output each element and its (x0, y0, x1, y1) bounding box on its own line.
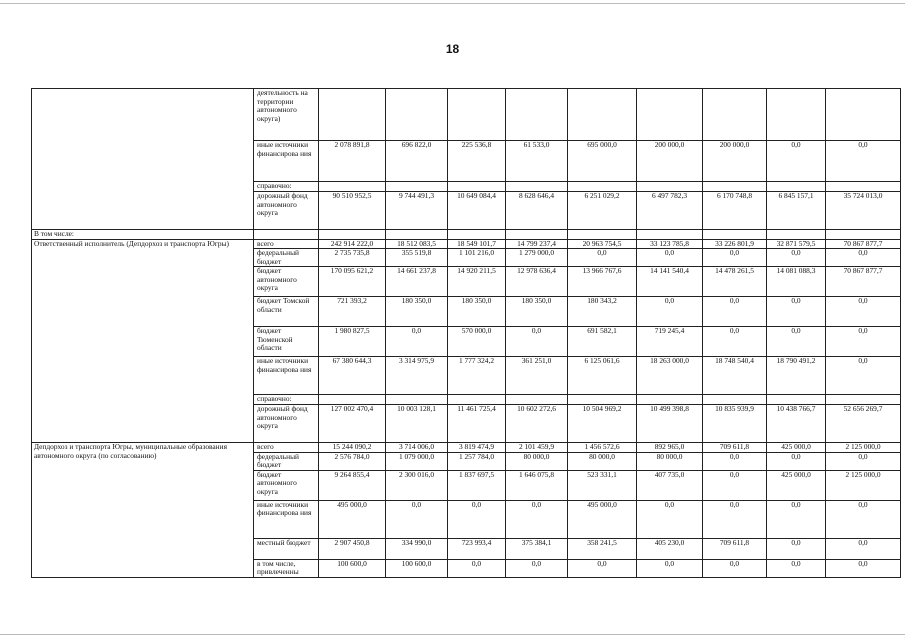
table-row (32, 230, 901, 240)
amount-cell: 709 611,8 (703, 538, 767, 559)
amount-cell (386, 182, 448, 192)
amount-cell (386, 230, 448, 240)
section-cell: В том числе: (32, 230, 254, 240)
section-cell: Депдорхоз и транспорта Югры, муниципальные образования автономного округа (по согласованию) (32, 443, 254, 578)
amount-cell: 2 125 000,0 (826, 470, 901, 500)
amount-cell (826, 395, 901, 405)
amount-cell: 495 000,0 (568, 500, 637, 538)
amount-cell: 405 230,0 (637, 538, 703, 559)
amount-cell: 6 170 748,8 (703, 192, 767, 230)
amount-cell: 1 837 697,5 (448, 470, 506, 500)
amount-cell (826, 182, 901, 192)
amount-cell: 80 000,0 (568, 452, 637, 470)
amount-cell: 33 226 801,9 (703, 239, 767, 249)
amount-cell: 18 512 083,5 (386, 239, 448, 249)
amount-cell: 0,0 (826, 538, 901, 559)
funding-source-cell: бюджет Томской области (254, 297, 319, 327)
amount-cell: 67 380 644,3 (319, 357, 386, 395)
amount-cell: 0,0 (568, 249, 637, 267)
amount-cell (637, 395, 703, 405)
amount-cell: 9 264 855,4 (319, 470, 386, 500)
amount-cell: 14 661 237,8 (386, 267, 448, 297)
amount-cell: 6 125 061,6 (568, 357, 637, 395)
amount-cell: 32 871 579,5 (767, 239, 826, 249)
amount-cell: 0,0 (826, 500, 901, 538)
amount-cell (319, 395, 386, 405)
amount-cell: 1 101 216,0 (448, 249, 506, 267)
amount-cell: 2 735 735,8 (319, 249, 386, 267)
amount-cell (319, 182, 386, 192)
scan-edge-top (0, 3, 905, 4)
amount-cell (703, 89, 767, 141)
amount-cell: 10 499 398,8 (637, 405, 703, 443)
amount-cell (448, 89, 506, 141)
amount-cell: 358 241,5 (568, 538, 637, 559)
amount-cell: 170 095 621,2 (319, 267, 386, 297)
amount-cell (506, 89, 568, 141)
amount-cell: 242 914 222,0 (319, 239, 386, 249)
amount-cell: 10 504 969,2 (568, 405, 637, 443)
amount-cell: 90 510 952,5 (319, 192, 386, 230)
amount-cell (448, 230, 506, 240)
amount-cell (319, 230, 386, 240)
amount-cell: 0,0 (703, 559, 767, 577)
amount-cell: 1 257 784,0 (448, 452, 506, 470)
amount-cell: 225 536,8 (448, 141, 506, 182)
funding-source-cell: бюджет автономного округа (254, 267, 319, 297)
amount-cell: 0,0 (767, 141, 826, 182)
amount-cell: 3 314 975,9 (386, 357, 448, 395)
amount-cell: 0,0 (386, 500, 448, 538)
amount-cell: 12 978 636,4 (506, 267, 568, 297)
funding-source-cell: бюджет автономного округа (254, 470, 319, 500)
amount-cell: 18 263 000,0 (637, 357, 703, 395)
amount-cell: 33 123 785,8 (637, 239, 703, 249)
amount-cell: 18 790 491,2 (767, 357, 826, 395)
amount-cell: 80 000,0 (506, 452, 568, 470)
amount-cell: 2 125 000,0 (826, 443, 901, 453)
amount-cell: 425 000,0 (767, 443, 826, 453)
amount-cell: 0,0 (826, 357, 901, 395)
amount-cell: 0,0 (568, 559, 637, 577)
amount-cell: 375 384,1 (506, 538, 568, 559)
amount-cell: 721 393,2 (319, 297, 386, 327)
amount-cell: 0,0 (448, 559, 506, 577)
amount-cell: 709 611,8 (703, 443, 767, 453)
amount-cell: 334 990,0 (386, 538, 448, 559)
amount-cell: 10 003 128,1 (386, 405, 448, 443)
amount-cell: 35 724 013,0 (826, 192, 901, 230)
amount-cell: 10 438 766,7 (767, 405, 826, 443)
amount-cell: 361 251,0 (506, 357, 568, 395)
amount-cell: 0,0 (767, 559, 826, 577)
amount-cell: 719 245,4 (637, 327, 703, 357)
amount-cell: 180 350,0 (386, 297, 448, 327)
financing-table (31, 88, 901, 578)
amount-cell: 0,0 (826, 559, 901, 577)
amount-cell: 11 461 725,4 (448, 405, 506, 443)
funding-source-cell: деятельность на территории автономного округа) (254, 89, 319, 141)
amount-cell: 18 748 540,4 (703, 357, 767, 395)
table-row (32, 89, 901, 141)
amount-cell: 495 000,0 (319, 500, 386, 538)
amount-cell: 0,0 (386, 327, 448, 357)
amount-cell: 180 350,0 (506, 297, 568, 327)
section-cell (32, 89, 254, 230)
amount-cell (703, 182, 767, 192)
amount-cell (506, 230, 568, 240)
funding-source-cell: всего (254, 443, 319, 453)
amount-cell: 0,0 (767, 249, 826, 267)
amount-cell: 8 628 646,4 (506, 192, 568, 230)
amount-cell (767, 182, 826, 192)
amount-cell: 61 533,0 (506, 141, 568, 182)
amount-cell: 0,0 (767, 297, 826, 327)
amount-cell: 0,0 (767, 452, 826, 470)
amount-cell (637, 182, 703, 192)
amount-cell: 1 777 324,2 (448, 357, 506, 395)
amount-cell: 0,0 (826, 141, 901, 182)
amount-cell: 100 600,0 (319, 559, 386, 577)
amount-cell: 0,0 (826, 249, 901, 267)
amount-cell: 1 646 075,8 (506, 470, 568, 500)
amount-cell: 407 735,0 (637, 470, 703, 500)
amount-cell: 0,0 (506, 327, 568, 357)
amount-cell: 180 343,2 (568, 297, 637, 327)
amount-cell: 127 002 470,4 (319, 405, 386, 443)
funding-source-cell: иные источники финансирова ния (254, 500, 319, 538)
amount-cell: 523 331,1 (568, 470, 637, 500)
amount-cell (568, 395, 637, 405)
amount-cell: 2 078 891,8 (319, 141, 386, 182)
amount-cell (703, 395, 767, 405)
amount-cell: 200 000,0 (703, 141, 767, 182)
amount-cell (637, 230, 703, 240)
amount-cell: 0,0 (703, 249, 767, 267)
funding-source-cell: бюджет Тюменской области (254, 327, 319, 357)
table-row (32, 443, 901, 453)
amount-cell: 695 000,0 (568, 141, 637, 182)
amount-cell: 200 000,0 (637, 141, 703, 182)
amount-cell: 2 300 016,0 (386, 470, 448, 500)
table-body (32, 89, 901, 578)
amount-cell (506, 395, 568, 405)
amount-cell: 14 081 088,3 (767, 267, 826, 297)
amount-cell: 14 920 211,5 (448, 267, 506, 297)
amount-cell: 570 000,0 (448, 327, 506, 357)
amount-cell (637, 89, 703, 141)
amount-cell: 3 714 006,0 (386, 443, 448, 453)
amount-cell: 0,0 (703, 500, 767, 538)
amount-cell (568, 182, 637, 192)
amount-cell: 0,0 (826, 297, 901, 327)
funding-source-cell: дорожный фонд автономного округа (254, 405, 319, 443)
amount-cell (448, 395, 506, 405)
amount-cell (767, 89, 826, 141)
amount-cell (386, 89, 448, 141)
amount-cell: 18 549 101,7 (448, 239, 506, 249)
funding-source-cell: всего (254, 239, 319, 249)
amount-cell (767, 230, 826, 240)
amount-cell: 1 456 572,6 (568, 443, 637, 453)
amount-cell: 425 000,0 (767, 470, 826, 500)
amount-cell: 9 744 491,3 (386, 192, 448, 230)
amount-cell: 14 478 261,5 (703, 267, 767, 297)
funding-source-cell (254, 230, 319, 240)
amount-cell: 355 519,8 (386, 249, 448, 267)
amount-cell (568, 230, 637, 240)
amount-cell (703, 230, 767, 240)
amount-cell: 6 497 782,3 (637, 192, 703, 230)
amount-cell: 52 656 269,7 (826, 405, 901, 443)
amount-cell: 0,0 (637, 249, 703, 267)
amount-cell: 6 845 157,1 (767, 192, 826, 230)
funding-source-cell: справочно: (254, 182, 319, 192)
amount-cell (386, 395, 448, 405)
amount-cell: 0,0 (767, 538, 826, 559)
amount-cell: 0,0 (448, 500, 506, 538)
funding-source-cell: дорожный фонд автономного округа (254, 192, 319, 230)
amount-cell: 1 980 827,5 (319, 327, 386, 357)
amount-cell: 0,0 (637, 297, 703, 327)
amount-cell: 0,0 (637, 559, 703, 577)
amount-cell: 0,0 (703, 327, 767, 357)
amount-cell: 0,0 (637, 500, 703, 538)
amount-cell: 14 141 540,4 (637, 267, 703, 297)
scan-edge-bottom (0, 634, 905, 635)
amount-cell: 70 867 877,7 (826, 239, 901, 249)
page-number: 18 (445, 42, 460, 56)
amount-cell: 15 244 090,2 (319, 443, 386, 453)
section-cell: Ответственный исполнитель (Депдорхоз и транспорта Югры) (32, 239, 254, 443)
amount-cell: 0,0 (767, 327, 826, 357)
amount-cell (506, 182, 568, 192)
amount-cell (568, 89, 637, 141)
amount-cell: 691 582,1 (568, 327, 637, 357)
funding-source-cell: в том числе, привлеченны (254, 559, 319, 577)
funding-source-cell: иные источники финансирова ния (254, 141, 319, 182)
amount-cell: 2 907 450,8 (319, 538, 386, 559)
funding-source-cell: федеральный бюджет (254, 452, 319, 470)
amount-cell: 696 822,0 (386, 141, 448, 182)
amount-cell: 0,0 (703, 452, 767, 470)
amount-cell: 2 576 784,0 (319, 452, 386, 470)
amount-cell: 10 602 272,6 (506, 405, 568, 443)
amount-cell: 70 867 877,7 (826, 267, 901, 297)
amount-cell: 0,0 (506, 559, 568, 577)
amount-cell: 1 279 000,0 (506, 249, 568, 267)
amount-cell (826, 89, 901, 141)
amount-cell: 20 963 754,5 (568, 239, 637, 249)
amount-cell: 2 101 459,9 (506, 443, 568, 453)
funding-source-cell: иные источники финансирова ния (254, 357, 319, 395)
amount-cell: 1 079 000,0 (386, 452, 448, 470)
amount-cell (767, 395, 826, 405)
amount-cell: 0,0 (703, 470, 767, 500)
amount-cell: 6 251 029,2 (568, 192, 637, 230)
amount-cell: 80 000,0 (637, 452, 703, 470)
table-row (32, 239, 901, 249)
amount-cell (826, 230, 901, 240)
amount-cell: 10 835 939,9 (703, 405, 767, 443)
amount-cell: 0,0 (703, 297, 767, 327)
amount-cell: 0,0 (826, 327, 901, 357)
amount-cell: 892 965,0 (637, 443, 703, 453)
amount-cell: 100 600,0 (386, 559, 448, 577)
funding-source-cell: справочно: (254, 395, 319, 405)
amount-cell: 3 819 474,9 (448, 443, 506, 453)
amount-cell: 180 350,0 (448, 297, 506, 327)
amount-cell: 723 993,4 (448, 538, 506, 559)
amount-cell: 0,0 (506, 500, 568, 538)
amount-cell: 10 649 084,4 (448, 192, 506, 230)
amount-cell: 14 799 237,4 (506, 239, 568, 249)
amount-cell: 13 966 767,6 (568, 267, 637, 297)
amount-cell (448, 182, 506, 192)
funding-source-cell: местный бюджет (254, 538, 319, 559)
amount-cell: 0,0 (826, 452, 901, 470)
amount-cell: 0,0 (767, 500, 826, 538)
amount-cell (319, 89, 386, 141)
funding-source-cell: федеральный бюджет (254, 249, 319, 267)
